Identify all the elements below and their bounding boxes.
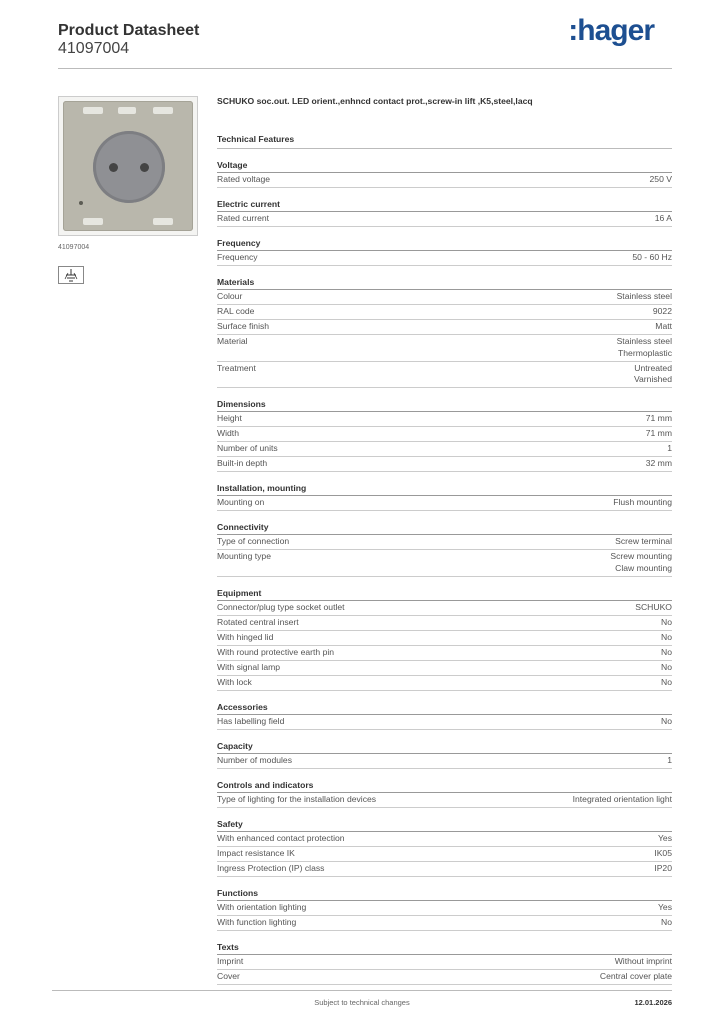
feature-value-line: 1	[667, 754, 672, 765]
feature-value	[615, 956, 672, 968]
feature-value-line: Without imprint	[614, 955, 672, 966]
feature-label: Material	[217, 336, 248, 346]
feature-label: Connector/plug type socket outlet	[217, 601, 345, 612]
feature-row	[217, 793, 672, 808]
group-title: Safety	[217, 818, 672, 832]
feature-label: Rated voltage	[217, 174, 271, 184]
feature-row	[217, 955, 672, 970]
feature-value	[635, 602, 672, 614]
feature-value	[573, 794, 672, 806]
feature-value-line: SCHUKO	[635, 601, 672, 612]
feature-row	[217, 901, 672, 916]
feature-row	[217, 290, 672, 305]
feature-group	[217, 198, 672, 227]
group-title: Functions	[217, 887, 672, 901]
feature-group	[217, 701, 672, 730]
feature-value-line: Central cover plate	[599, 970, 672, 981]
feature-row	[217, 550, 672, 577]
feature-value-line: 250 V	[649, 174, 672, 184]
feature-groups	[217, 159, 672, 985]
feature-row	[217, 412, 672, 427]
feature-value-line: 16 A	[654, 213, 672, 223]
feature-value	[646, 458, 672, 470]
feature-value-line: No	[661, 676, 672, 687]
feature-group	[217, 276, 672, 388]
feature-group	[217, 159, 672, 188]
feature-value	[646, 428, 672, 440]
feature-label: Width	[217, 428, 239, 438]
feature-value-line: No	[661, 916, 672, 927]
group-title: Installation, mounting	[217, 482, 672, 496]
feature-row	[217, 631, 672, 646]
feature-label: Number of modules	[217, 754, 292, 765]
feature-value-line: 50 - 60 Hz	[632, 252, 672, 262]
feature-value	[661, 647, 672, 659]
feature-value-line: Thermoplastic	[618, 347, 672, 358]
feature-row	[217, 362, 672, 389]
feature-label: Frequency	[217, 252, 258, 262]
feature-value-line: Untreated	[634, 362, 672, 373]
feature-value-line: 1	[667, 443, 672, 453]
feature-row	[217, 832, 672, 847]
feature-group	[217, 587, 672, 691]
feature-value	[655, 213, 672, 225]
feature-value	[661, 716, 672, 728]
feature-label: Rotated central insert	[217, 616, 299, 627]
feature-value	[634, 363, 672, 386]
feature-label: Height	[217, 413, 242, 423]
feature-label: Treatment	[217, 362, 256, 373]
feature-group	[217, 740, 672, 769]
footer-date: 12.01.2026	[634, 998, 672, 1007]
group-title: Texts	[217, 941, 672, 955]
feature-row	[217, 320, 672, 335]
feature-group	[217, 818, 672, 877]
feature-value-line: No	[661, 661, 672, 672]
feature-label: Impact resistance IK	[217, 847, 295, 858]
feature-row	[217, 862, 672, 877]
feature-value	[632, 252, 672, 264]
feature-value	[661, 917, 672, 929]
socket-outlet	[93, 131, 165, 203]
page-title: Product Datasheet	[58, 22, 200, 39]
feature-row	[217, 616, 672, 631]
feature-value	[661, 632, 672, 644]
product-number: 41097004	[58, 40, 130, 57]
feature-value-line: Stainless steel	[616, 291, 672, 301]
feature-row	[217, 676, 672, 691]
feature-label: RAL code	[217, 306, 255, 316]
image-code: 41097004	[58, 244, 90, 251]
feature-value-line: No	[661, 646, 672, 657]
brand-logo: :hager	[568, 14, 654, 47]
feature-label: Cover	[217, 970, 240, 981]
group-title: Capacity	[217, 740, 672, 754]
feature-row	[217, 916, 672, 931]
feature-group	[217, 941, 672, 985]
feature-row	[217, 847, 672, 862]
feature-value	[653, 306, 672, 318]
feature-label: Imprint	[217, 955, 244, 966]
feature-row	[217, 970, 672, 985]
feature-label: With lock	[217, 676, 252, 687]
feature-value	[661, 662, 672, 674]
feature-row	[217, 661, 672, 676]
feature-row	[217, 496, 672, 511]
feature-value	[646, 413, 672, 425]
feature-value-line: No	[661, 616, 672, 627]
feature-group	[217, 398, 672, 472]
feature-row	[217, 754, 672, 769]
socket-pin	[140, 163, 149, 172]
technical-features-heading: Technical Features	[217, 134, 672, 149]
footer-divider	[52, 990, 672, 991]
feature-label: Built-in depth	[217, 458, 268, 468]
product-description: SCHUKO soc.out. LED orient.,enhncd contact prot.,screw-in lift ,K5,steel,lacq	[217, 96, 533, 106]
feature-row	[217, 212, 672, 227]
feature-value	[661, 617, 672, 629]
feature-group	[217, 521, 672, 577]
feature-label: With hinged lid	[217, 631, 274, 642]
group-title: Frequency	[217, 237, 672, 251]
datasheet-body	[217, 96, 672, 985]
orientation-led	[79, 201, 83, 205]
feature-value-line: Varnished	[633, 374, 672, 384]
feature-row	[217, 305, 672, 320]
installation-symbol-icon	[58, 266, 84, 284]
plate-clip	[83, 107, 103, 114]
feature-row	[217, 427, 672, 442]
feature-value-line: 32 mm	[645, 458, 672, 468]
cover-plate	[63, 101, 193, 231]
feature-group	[217, 887, 672, 931]
feature-group	[217, 779, 672, 808]
product-image	[58, 96, 198, 236]
feature-label: With round protective earth pin	[217, 646, 335, 657]
feature-group	[217, 482, 672, 511]
feature-row	[217, 173, 672, 188]
feature-value	[654, 848, 672, 860]
group-title: Equipment	[217, 587, 672, 601]
feature-value-line: No	[661, 631, 672, 642]
feature-label: Mounting type	[217, 551, 271, 561]
feature-label: With signal lamp	[217, 661, 281, 672]
plate-clip	[118, 107, 136, 114]
feature-row	[217, 442, 672, 457]
feature-value	[610, 551, 672, 574]
footer-note: Subject to technical changes	[314, 998, 410, 1007]
feature-label: Number of units	[217, 443, 278, 453]
feature-row	[217, 601, 672, 616]
header-divider	[58, 68, 672, 69]
feature-label: With enhanced contact protection	[217, 832, 345, 843]
feature-label: Colour	[217, 291, 243, 301]
group-title: Voltage	[217, 159, 672, 173]
feature-value-line: 71 mm	[645, 428, 672, 438]
feature-row	[217, 251, 672, 266]
feature-row	[217, 646, 672, 661]
feature-value-line: Yes	[657, 901, 672, 912]
feature-group	[217, 237, 672, 266]
feature-label: Mounting on	[217, 497, 265, 507]
feature-value	[600, 971, 672, 983]
feature-value	[658, 902, 672, 914]
feature-label: Type of connection	[217, 536, 290, 546]
group-title: Materials	[217, 276, 672, 290]
feature-row	[217, 457, 672, 472]
feature-value	[650, 174, 672, 186]
group-title: Controls and indicators	[217, 779, 672, 793]
feature-value	[654, 863, 672, 875]
feature-label: With function lighting	[217, 916, 297, 927]
feature-value-line: Claw mounting	[615, 562, 672, 573]
feature-value-line: 71 mm	[645, 413, 672, 423]
group-title: Connectivity	[217, 521, 672, 535]
feature-value	[613, 497, 672, 509]
feature-value-line: IP20	[654, 862, 672, 873]
feature-row	[217, 535, 672, 550]
plate-clip	[83, 218, 103, 225]
feature-value	[667, 755, 672, 767]
plate-clip	[153, 107, 173, 114]
feature-value-line: Stainless steel	[616, 336, 672, 346]
feature-value	[661, 677, 672, 689]
feature-value	[617, 291, 672, 303]
feature-row	[217, 335, 672, 362]
feature-value-line: No	[661, 715, 672, 726]
group-title: Accessories	[217, 701, 672, 715]
feature-row	[217, 715, 672, 730]
feature-label: Has labelling field	[217, 715, 285, 726]
feature-value	[667, 443, 672, 455]
feature-label: With orientation lighting	[217, 901, 307, 912]
group-title: Electric current	[217, 198, 672, 212]
feature-value-line: 9022	[652, 306, 672, 316]
feature-value-line: Yes	[657, 832, 672, 843]
feature-value-line: Screw mounting	[610, 551, 672, 561]
feature-label: Rated current	[217, 213, 270, 223]
feature-value	[617, 336, 672, 359]
feature-value-line: Flush mounting	[613, 497, 672, 507]
feature-value	[615, 536, 672, 548]
feature-value	[658, 833, 672, 845]
feature-value-line: IK05	[654, 847, 672, 858]
feature-value-line: Matt	[655, 321, 672, 331]
feature-value-line: Screw terminal	[615, 536, 672, 546]
feature-label: Type of lighting for the installation devices	[217, 793, 377, 804]
feature-value	[655, 321, 672, 333]
feature-label: Ingress Protection (IP) class	[217, 862, 325, 873]
feature-label: Surface finish	[217, 321, 270, 331]
group-title: Dimensions	[217, 398, 672, 412]
socket-pin	[109, 163, 118, 172]
feature-value-line: Integrated orientation light	[572, 793, 672, 804]
plate-clip	[153, 218, 173, 225]
